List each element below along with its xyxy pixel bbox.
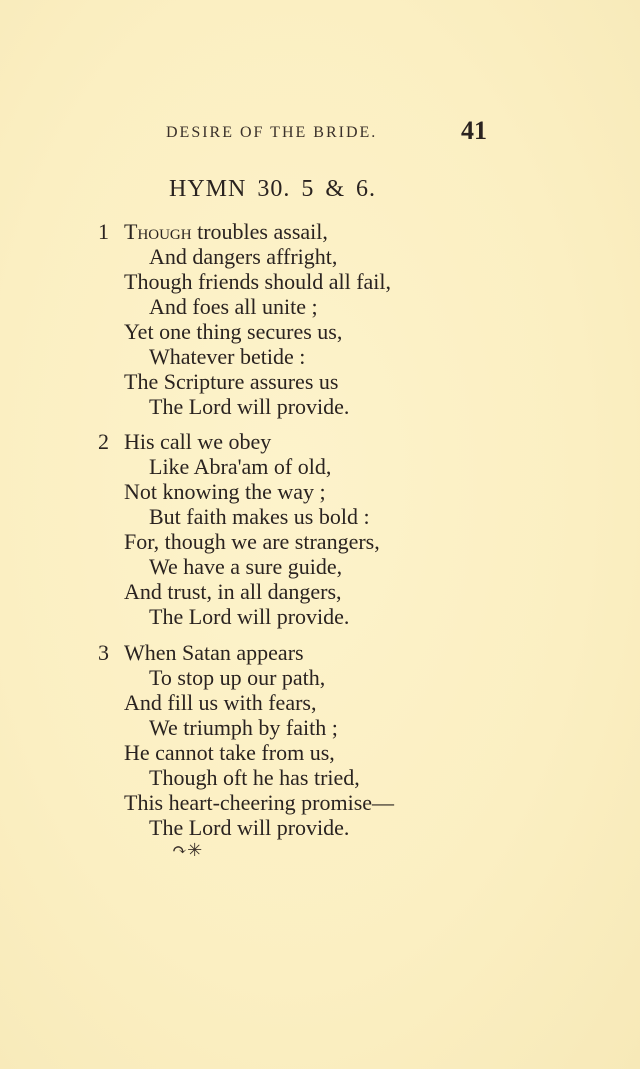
stanza-line: Whatever betide : [149,344,306,369]
hymn-title: HYMN 30. 5 & 6. [169,176,377,202]
stanza-line: And dangers affright, [149,244,338,269]
stanza-first-word: Though [124,219,192,244]
stanza-line: Like Abra'am of old, [149,454,332,479]
running-head: DESIRE OF THE BRIDE. [166,124,378,141]
stanza-line: Yet one thing secures us, [124,319,343,344]
stanza-line: But faith makes us bold : [149,504,370,529]
stanza-line [98,429,558,454]
stanza-line: To stop up our path, [149,665,326,690]
stanza-line-text: His call we obey [124,429,272,454]
stanza-line-text: troubles assail, [191,219,328,244]
stanza-2 [98,429,558,629]
stanza-line: The Lord will provide. [149,394,350,419]
stanza-line: We triumph by faith ; [149,715,338,740]
stanza-line: The Scripture assures us [124,369,339,394]
stanza-line [98,219,558,244]
stanza-line: Not knowing the way ; [124,479,326,504]
stanza-line: We have a sure guide, [149,554,343,579]
stanza-line: He cannot take from us, [124,740,335,765]
stanza-3 [98,640,558,840]
stanza-line: The Lord will provide. [149,815,350,840]
stanza-number: 1 [98,219,109,244]
stanza-number: 2 [98,429,109,454]
stanza-line: Though oft he has tried, [149,765,360,790]
stanza-line-text: When Satan appears [124,640,304,665]
stanza-line: And trust, in all dangers, [124,579,342,604]
stanza-line [98,640,558,665]
stanza-number: 3 [98,640,109,665]
page-number: 41 [461,116,487,145]
stanza-line: The Lord will provide. [149,604,350,629]
stanza-line: For, though we are strangers, [124,529,380,554]
stanza-line: Though friends should all fail, [124,269,392,294]
stanza-line: And foes all unite ; [149,294,318,319]
stanza-line: This heart-cheering promise— [124,790,395,815]
stanza-line: And fill us with fears, [124,690,317,715]
stanza-1 [98,219,558,419]
end-ornament: ↷✳ [172,840,203,861]
